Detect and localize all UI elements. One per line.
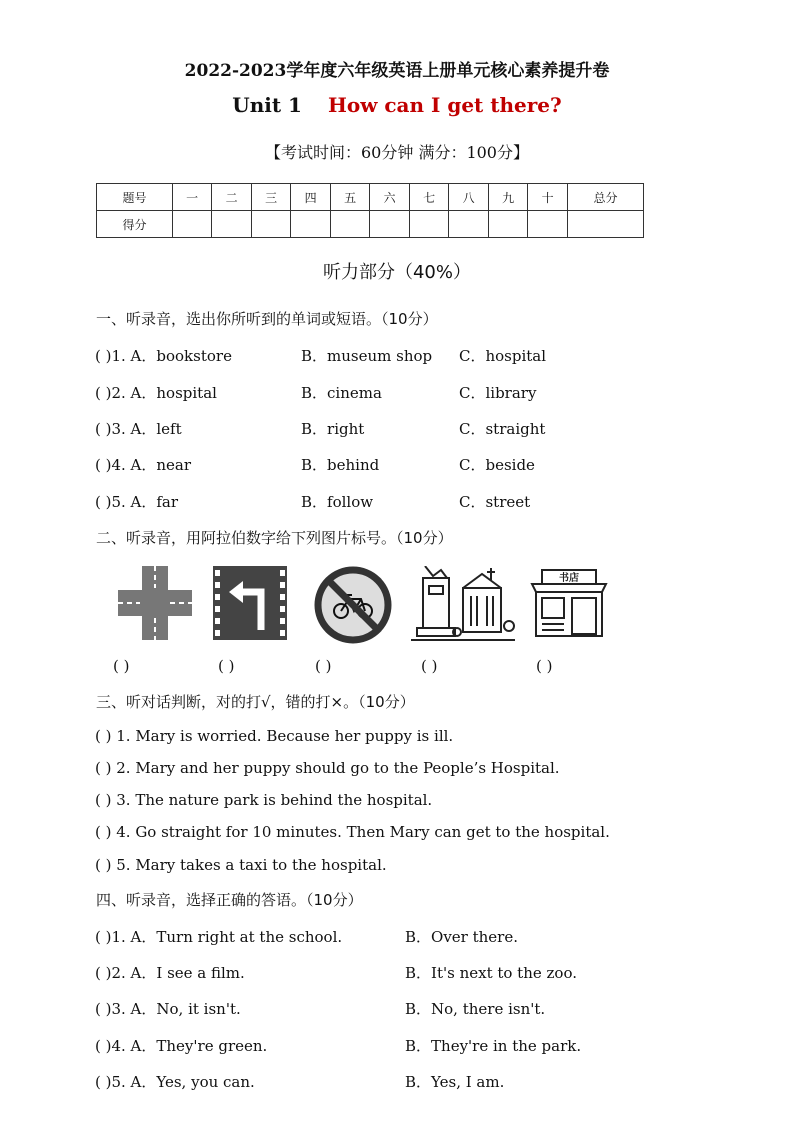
- s1-q3-a: ( )3. A．left: [95, 420, 182, 438]
- score-input-cell[interactable]: [409, 211, 449, 238]
- s3-item-5: ( ) 5. Mary takes a taxi to the hospital.: [95, 856, 387, 874]
- score-table: [96, 183, 644, 238]
- score-cell: 题号: [97, 184, 173, 211]
- s4-q4-a: ( )4. A．They're green.: [95, 1037, 268, 1055]
- s1-q5-b: B．follow: [301, 493, 374, 511]
- s4-q1-a: ( )1. A．Turn right at the school.: [95, 928, 343, 946]
- score-input-cell[interactable]: [488, 211, 528, 238]
- section4-title: 四、听录音，选择正确的答语。（10分）: [96, 891, 363, 909]
- document-header: 2022-2023学年度六年级英语上册单元核心素养提升卷: [184, 61, 610, 81]
- s4-q3-b: B．No, there isn't.: [405, 1000, 546, 1018]
- s1-q4-c: C．beside: [459, 456, 535, 474]
- s1-q2-a: ( )2. A．hospital: [95, 384, 217, 402]
- score-cell: 六: [370, 184, 410, 211]
- part-title: 听力部分（40%）: [322, 262, 471, 283]
- s1-q2-b: B．cinema: [301, 384, 382, 402]
- s1-q4-a: ( )4. A．near: [95, 456, 192, 474]
- s1-q1-a: ( )1. A．bookstore: [95, 347, 232, 365]
- s3-item-2: ( ) 2. Mary and her puppy should go to the People’s Hospital.: [95, 759, 560, 777]
- score-cell: 四: [291, 184, 331, 211]
- picture-blank-4[interactable]: ( ): [421, 657, 438, 675]
- picture-blank-1[interactable]: ( ): [113, 657, 130, 675]
- picture-blank-2[interactable]: ( ): [218, 657, 235, 675]
- unit-title: How can I get there?: [327, 93, 562, 117]
- score-cell: 二: [212, 184, 252, 211]
- score-input-cell[interactable]: [567, 211, 643, 238]
- s1-q5-c: C．street: [459, 493, 531, 511]
- exam-info: 【考试时间：60分钟 满分：100分】: [265, 143, 529, 162]
- s4-q3-a: ( )3. A．No, it isn't.: [95, 1000, 241, 1018]
- unit-heading: [0, 93, 794, 117]
- s1-q4-b: B．behind: [301, 456, 380, 474]
- s4-q5-a: ( )5. A．Yes, you can.: [95, 1073, 255, 1091]
- score-input-cell[interactable]: [449, 211, 489, 238]
- bookstore-icon: [528, 566, 610, 640]
- score-cell: 三: [251, 184, 291, 211]
- post-office-icon: [411, 566, 515, 644]
- s1-q2-c: C．library: [459, 384, 537, 402]
- score-cell: 七: [409, 184, 449, 211]
- score-input-cell[interactable]: [291, 211, 331, 238]
- score-input-cell[interactable]: [251, 211, 291, 238]
- s1-q1-c: C．hospital: [459, 347, 547, 365]
- s4-q5-b: B．Yes, I am.: [405, 1073, 505, 1091]
- score-cell: 八: [449, 184, 489, 211]
- bookstore-sign-text: 书店: [559, 573, 579, 584]
- score-cell: 十: [528, 184, 568, 211]
- score-cell: 九: [488, 184, 528, 211]
- picture-blank-3[interactable]: ( ): [315, 657, 332, 675]
- score-cell: 得分: [97, 211, 173, 238]
- section2-title: 二、听录音，用阿拉伯数字给下列图片标号。（10分）: [96, 529, 453, 547]
- s4-q2-a: ( )2. A．I see a film.: [95, 964, 245, 982]
- s3-item-3: ( ) 3. The nature park is behind the hospital.: [95, 791, 433, 809]
- s3-item-1: ( ) 1. Mary is worried. Because her puppy is ill.: [95, 727, 454, 745]
- score-input-cell[interactable]: [330, 211, 370, 238]
- score-cell: 一: [172, 184, 212, 211]
- score-input-cell[interactable]: [212, 211, 252, 238]
- s4-q2-b: B．It's next to the zoo.: [405, 964, 577, 982]
- crossroads-icon: [118, 566, 192, 640]
- score-input-cell[interactable]: [370, 211, 410, 238]
- s4-q4-b: B．They're in the park.: [405, 1037, 582, 1055]
- s3-item-4: ( ) 4. Go straight for 10 minutes. Then Mary can get to the hospital.: [95, 823, 610, 841]
- picture-blank-5[interactable]: ( ): [536, 657, 553, 675]
- turn-left-sign-icon: [213, 566, 287, 640]
- score-table-row-score: [97, 211, 644, 238]
- score-table-row-header: [97, 184, 644, 211]
- no-bicycle-sign-icon: [314, 566, 392, 644]
- section3-title: 三、听对话判断，对的打√，错的打×。（10分）: [96, 693, 415, 711]
- s1-q3-b: B．right: [301, 420, 365, 438]
- s1-q5-a: ( )5. A．far: [95, 493, 179, 511]
- score-cell: 五: [330, 184, 370, 211]
- s1-q1-b: B．museum shop: [301, 347, 433, 365]
- unit-label: Unit 1: [232, 93, 302, 117]
- section1-title: 一、听录音，选出你所听到的单词或短语。（10分）: [96, 310, 438, 328]
- score-cell: 总分: [567, 184, 643, 211]
- score-input-cell[interactable]: [528, 211, 568, 238]
- s4-q1-b: B．Over there.: [405, 928, 518, 946]
- s1-q3-c: C．straight: [459, 420, 546, 438]
- score-input-cell[interactable]: [172, 211, 212, 238]
